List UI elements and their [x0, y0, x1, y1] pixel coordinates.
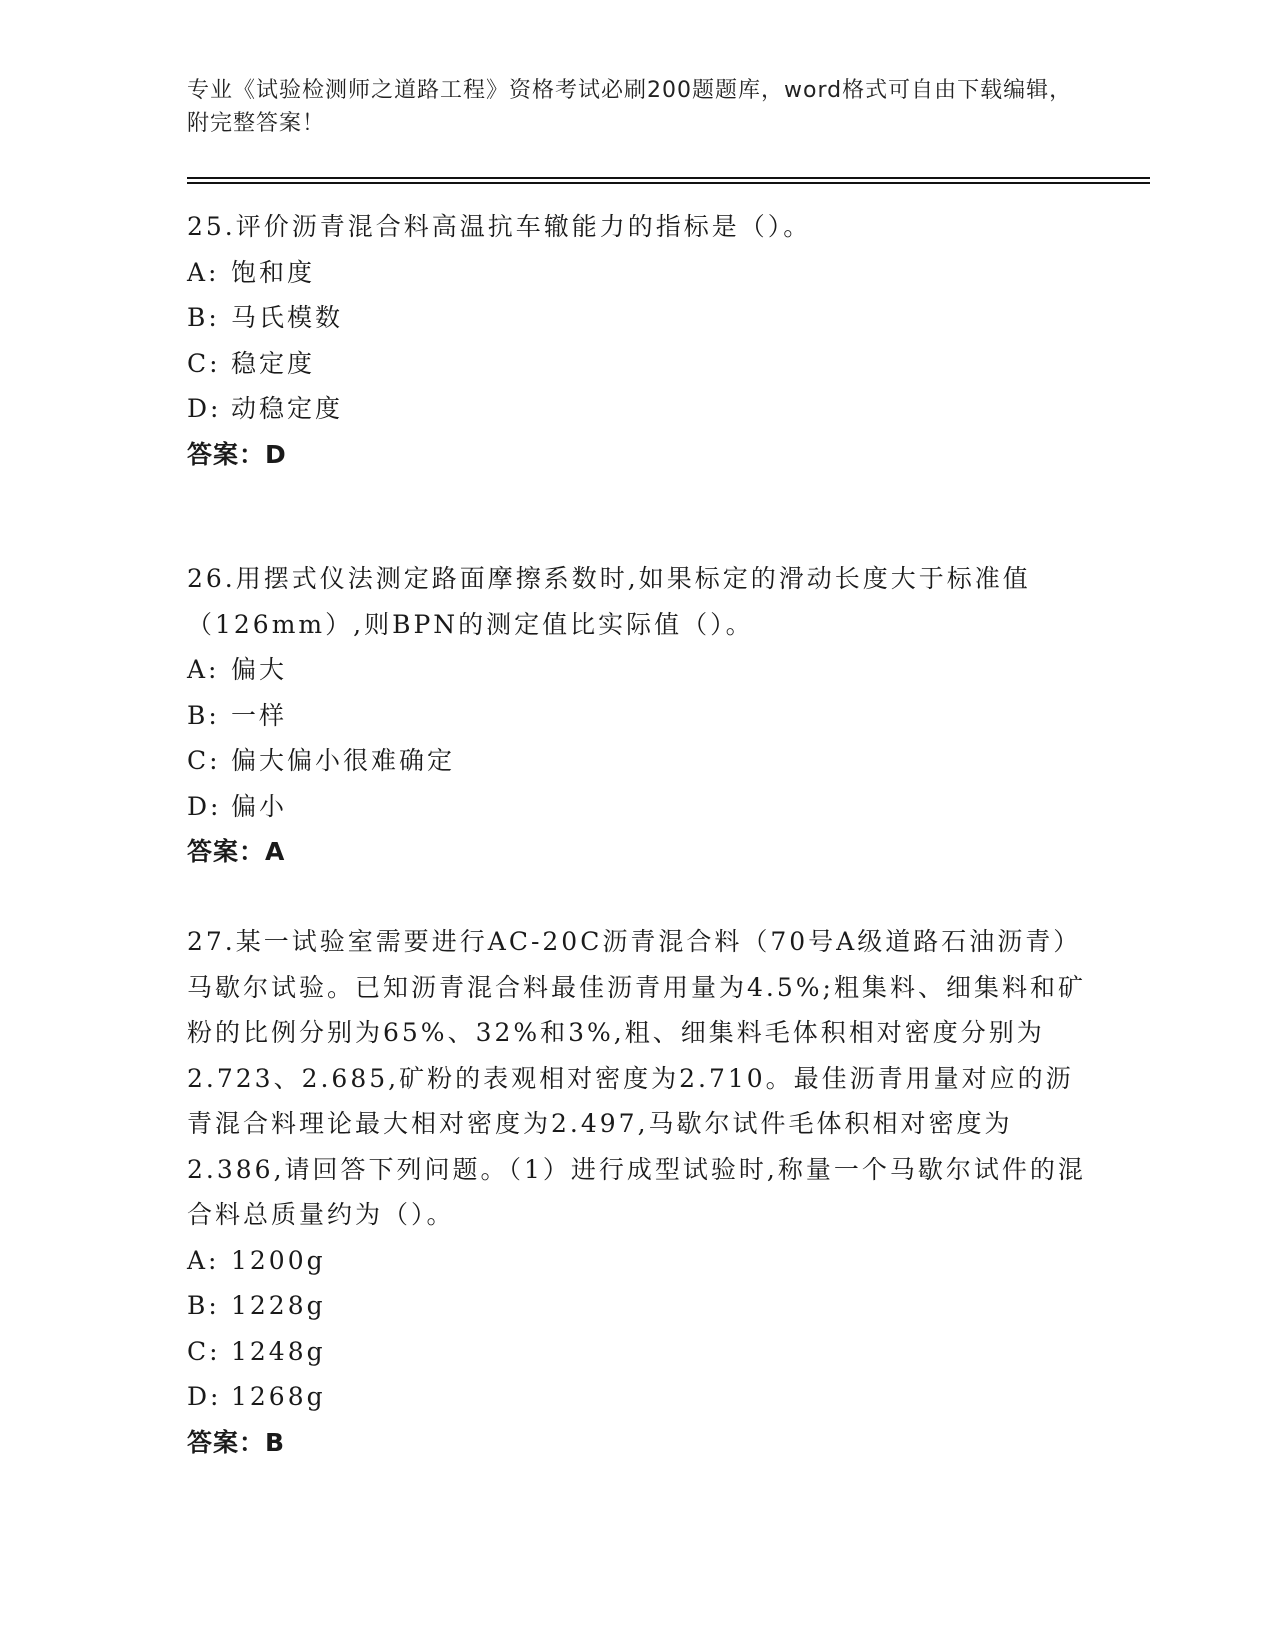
answer-label: 答案：: [187, 439, 266, 469]
option-text: 1248g: [231, 1336, 326, 1366]
question-stem: 27.某一试验室需要进行AC-20C沥青混合料（70号A级道路石油沥青）马歇尔试验。已知沥青混合料最佳沥青用量为4.5%;粗集料、细集料和矿粉的比例分别为65%、32%和3%,粗、细集料毛体积相对密度分别为2.723、2.685,矿粉的表观相对密度为2.710。最佳沥青用量对应的沥青混合料理论最大相对密度为2.497,马歇尔试件毛体积相对密度为2.386,请回答下列问题。（1）进行成型试验时,称量一个马歇尔试件的混合料总质量约为（）。: [187, 927, 1086, 1229]
option-letter: B:: [187, 700, 220, 730]
answer-label: 答案：: [187, 1427, 266, 1457]
option-text: 1200g: [231, 1245, 326, 1275]
answer-value: B: [265, 1427, 286, 1457]
answer-line: [187, 1420, 1087, 1466]
option-text: 一样: [231, 700, 288, 730]
option-text: 马氏模数: [231, 303, 344, 332]
option-a: [187, 647, 1087, 693]
answer-value: D: [265, 439, 287, 469]
option-letter: D:: [187, 1382, 222, 1411]
answer-value: A: [265, 837, 286, 866]
answer-label: 答案：: [187, 837, 266, 866]
option-text: 1228g: [231, 1291, 326, 1320]
option-a: [187, 1238, 1087, 1284]
answer-line: [187, 829, 1087, 875]
option-b: [187, 693, 1087, 739]
option-letter: A:: [187, 1245, 220, 1275]
option-c: [187, 341, 1087, 387]
option-d: [187, 386, 1087, 432]
option-letter: B:: [187, 1291, 220, 1320]
option-a: [187, 250, 1087, 296]
option-letter: B:: [187, 303, 220, 332]
answer-line: [187, 432, 1087, 478]
option-text: 动稳定度: [231, 394, 344, 423]
option-letter: C:: [187, 746, 221, 775]
option-text: 偏大: [231, 655, 288, 684]
option-letter: D:: [187, 791, 222, 821]
option-text: 稳定度: [231, 348, 316, 378]
question-25: [187, 204, 1087, 478]
option-text: 偏小: [231, 791, 288, 821]
option-letter: D:: [187, 394, 222, 423]
question-27: [187, 919, 1087, 1466]
option-d: [187, 1374, 1087, 1420]
option-b: [187, 295, 1087, 341]
option-b: [187, 1283, 1087, 1329]
question-26: [187, 556, 1087, 875]
option-c: [187, 1329, 1087, 1375]
option-c: [187, 738, 1087, 784]
option-text: 1268g: [231, 1382, 326, 1411]
header-divider-bottom: [187, 182, 1150, 184]
option-d: [187, 784, 1087, 830]
option-letter: A:: [187, 257, 220, 287]
option-letter: C:: [187, 348, 221, 378]
option-letter: A:: [187, 655, 220, 684]
option-letter: C:: [187, 1336, 221, 1366]
question-stem: 25.评价沥青混合料高温抗车辙能力的指标是（）。: [187, 212, 812, 241]
header-divider-top: [187, 177, 1150, 179]
option-text: 饱和度: [231, 257, 316, 287]
question-stem: 26.用摆式仪法测定路面摩擦系数时,如果标定的滑动长度大于标准值（126mm）,则BPN的测定值比实际值（）。: [187, 564, 1031, 639]
option-text: 偏大偏小很难确定: [231, 746, 456, 775]
document-header: 专业《试验检测师之道路工程》资格考试必刷200题题库，word格式可自由下载编辑，附完整答案！: [187, 78, 1073, 136]
